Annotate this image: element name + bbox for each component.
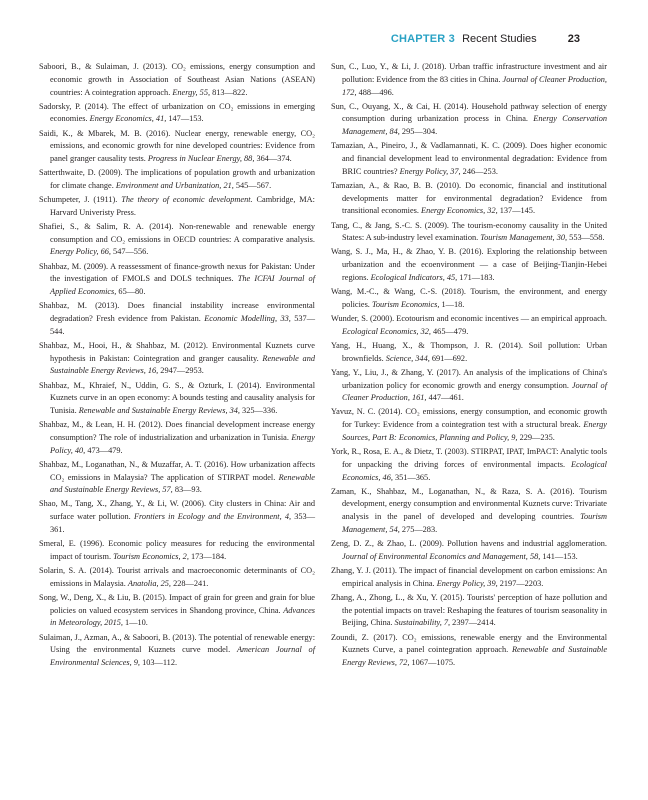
reference-body: Saidi, K., & Mbarek, M. B. (2016). Nuclear energy, renewable energy, CO₂ emissions, and economic growth for nine developed countries: Evidence from panel granger causality tests.	[39, 128, 315, 164]
reference-body: Sadorsky, P. (2014). The effect of urbanization on CO₂ emissions in emerging economies.	[39, 101, 315, 124]
reference-entry	[331, 406, 607, 444]
reference-source: Anatolia, 25,	[127, 578, 172, 588]
reference-pages: 228—241.	[171, 578, 209, 588]
reference-source: Energy Policy, 37,	[399, 166, 461, 176]
reference-pages: 813—822.	[210, 87, 248, 97]
reference-entry	[331, 340, 607, 366]
reference-source: Renewable and Sustainable Energy Reviews, 72,	[342, 645, 607, 667]
reference-pages: 295—304.	[399, 127, 438, 137]
reference-pages: 537—544.	[50, 313, 315, 336]
reference-body: Solarin, S. A. (2014). Tourist arrivals and macroeconomic determinants of CO₂ emissions in Malaysia.	[39, 565, 315, 588]
reference-source: Advances in Meteorology, 2015,	[50, 605, 315, 628]
reference-source: Renewable and Sustainable Energy Reviews, 34,	[78, 406, 240, 416]
reference-pages: 83—93.	[172, 485, 202, 495]
reference-pages: 65—80.	[116, 287, 146, 297]
reference-entry	[39, 101, 315, 127]
reference-source: Energy Economics, 41,	[89, 114, 167, 124]
reference-pages: 103—112.	[140, 658, 178, 667]
reference-body: Yavuz, N. C. (2014). CO₂ emissions, energy consumption, and economic growth for Turkey: Evidence from a cointegration test with a structural break.	[331, 407, 607, 430]
reference-source: Tourism Management, 30,	[480, 233, 568, 243]
reference-source: Ecological Economics, 46,	[342, 459, 607, 482]
reference-entry	[39, 261, 315, 299]
reference-entry	[39, 419, 315, 457]
reference-body: Shahbaz, M., Hooi, H., & Shahbaz, M. (2012). Environmental Kuznets curve hypothesis in Pakistan: Cointegration and granger causality.	[39, 340, 315, 363]
reference-entry	[39, 300, 315, 338]
reference-source: Ecological Economics, 32,	[342, 326, 431, 336]
reference-pages: 353—361.	[50, 512, 315, 534]
reference-entry	[331, 592, 607, 630]
reference-body: Yang, Y., Liu, J., & Zhang, Y. (2017). An analysis of the implications of China's urbanization policy for economic growth and energy consumption.	[331, 367, 607, 390]
reference-entry	[331, 61, 607, 99]
reference-pages: 488—496.	[356, 87, 394, 97]
reference-pages: Cambridge, MA: Harvard Univeristy Press.	[50, 195, 315, 217]
reference-pages: 473—479.	[85, 445, 123, 455]
reference-entry	[39, 194, 315, 220]
reference-body: Shafiei, S., & Salim, R. A. (2014). Non-renewable and renewable energy consumption and CO₂ emissions in OECD countries: A comparative analysis.	[39, 221, 315, 244]
reference-entry	[39, 340, 315, 378]
reference-body: Yang, H., Huang, X., & Thompson, J. R. (2014). Soil pollution: Urban brownfields.	[331, 340, 607, 363]
reference-source: Energy Policy, 39,	[436, 578, 498, 588]
reference-source: Renewable and Sustainable Energy Reviews, 16,	[50, 353, 315, 376]
reference-pages: 325—336.	[239, 406, 278, 416]
reference-entry	[39, 61, 315, 99]
reference-source: Energy Policy, 40,	[50, 432, 315, 455]
reference-body: Zeng, D. Z., & Zhao, L. (2009). Pollution havens and industrial agglomeration.	[331, 539, 607, 549]
reference-body: Zaman, K., Shahbaz, M., Loganathan, N., & Raza, S. A. (2016). Tourism development, energy consumption and environmental Kuznets curve: Trivariate analysis in the panel of developed and developing countries.	[331, 486, 607, 522]
reference-pages: 229—235.	[517, 432, 555, 442]
reference-entry	[331, 140, 607, 178]
reference-entry	[331, 313, 607, 339]
reference-pages: 1—18.	[439, 299, 465, 309]
reference-pages: 137—145.	[497, 206, 536, 216]
reference-entry	[331, 565, 607, 591]
reference-body: Shahbaz, M. (2013). Does financial instability increase environmental degradation? Fresh evidence from Pakistan.	[39, 301, 315, 323]
reference-body: Tamazian, A., & Rao, B. B. (2010). Do economic, financial and institutional developments matter for environmental degradation? Evidence from transitional economies.	[331, 180, 607, 216]
reference-source: Journal of Cleaner Production, 172,	[342, 74, 607, 97]
reference-pages: 173—184.	[188, 551, 227, 561]
reference-source: The ICFAI Journal of Applied Economics,	[50, 274, 316, 297]
reference-body: Tamazian, A., Pineiro, J., & Vadlamannati, K. C. (2009). Does higher economic and financial development lead to environmental degradation: Evidence from BRIC countries?	[331, 141, 607, 176]
reference-pages: 171—183.	[457, 272, 495, 282]
reference-source: Economic Modelling, 33,	[204, 313, 291, 323]
chapter-label: CHAPTER 3	[390, 33, 456, 45]
reference-pages: 2947—2953.	[158, 366, 204, 376]
reference-body: Schumpeter, J. (1911).	[39, 195, 122, 205]
reference-body: Saboori, B., & Sulaiman, J. (2013). CO₂ emissions, energy consumption and economic growth in Association of Southeast Asian Nations (ASEAN) countries: A cointegration approach.	[39, 62, 315, 97]
reference-source: Tourism Economics,	[371, 299, 440, 309]
reference-body: Sun, C., Luo, Y., & Li, J. (2018). Urban traffic infrastructure investment and air pollution: Evidence from the 83 cities in China.	[331, 62, 607, 84]
chapter-title: Recent Studies	[462, 33, 537, 45]
reference-source: Renewable and Sustainable Energy Reviews, 57,	[50, 472, 315, 495]
reference-entry	[39, 538, 315, 564]
reference-entry	[331, 632, 607, 670]
reference-entry	[331, 286, 607, 312]
reference-entry	[39, 632, 315, 670]
reference-body: Shahbaz, M., Khraief, N., Uddin, G. S., & Ozturk, I. (2014). Environmental Kuznets curve in an open economy: A bounds testing and causality analysis for Tunisia.	[39, 380, 315, 416]
reference-pages: 351—365.	[392, 472, 431, 482]
reference-body: Sulaiman, J., Azman, A., & Saboori, B. (2013). The potential of renewable energy: Using the environmental Kuznets curve model.	[39, 632, 315, 655]
reference-entry	[39, 498, 315, 536]
reference-body: Shahbaz, M., & Lean, H. H. (2012). Does financial development increase energy consumption? The role of industrialization and urbanization in Tunisia.	[39, 420, 315, 442]
reference-body: Tang, C., & Jang, S.-C. S. (2009). The tourism-economy causality in the United States: A sub-industry level examination.	[331, 220, 607, 243]
reference-source: Sustainability, 7,	[394, 618, 451, 628]
reference-pages: 691—692.	[429, 353, 468, 363]
page-number: 23	[567, 33, 580, 45]
reference-pages: 364—374.	[254, 154, 292, 164]
reference-body: York, R., Rosa, E. A., & Dietz, T. (2003). STIRPAT, IPAT, ImPACT: Analytic tools for unpacking the driving forces of environmental impacts.	[331, 447, 607, 469]
reference-pages: 246—253.	[460, 166, 498, 176]
reference-entry	[331, 538, 607, 564]
reference-body: Sun, C., Ouyang, X., & Cai, H. (2014). Household pathway selection of energy consumption during urbanization process in China.	[331, 101, 607, 124]
reference-entry	[331, 101, 607, 139]
running-head	[391, 32, 580, 46]
reference-entry	[331, 486, 607, 537]
reference-entry	[39, 128, 315, 166]
reference-body: Wunder, S. (2000). Ecotourism and economic incentives — an empirical approach.	[331, 313, 607, 323]
reference-entry	[39, 167, 315, 193]
reference-entry	[331, 367, 607, 405]
references-left-column	[39, 61, 315, 671]
reference-pages: 2197—2203.	[497, 578, 544, 588]
reference-body: Zhang, Y. J. (2011). The impact of financial development on carbon emissions: An empirical analysis in China.	[331, 565, 607, 588]
reference-source: Energy Sources, Part B: Economics, Planning and Policy, 9,	[342, 420, 607, 442]
reference-pages: 553—558.	[567, 233, 605, 243]
reference-entry	[39, 592, 315, 630]
reference-entry	[331, 180, 607, 218]
references-right-column	[331, 61, 607, 671]
reference-source: Tourism Management, 54,	[342, 512, 607, 534]
reference-pages: 275—283.	[399, 524, 438, 534]
reference-body: Shahbaz, M. (2009). A reassessment of finance-growth nexus for Pakistan: Under the investigation of FMOLS and DOLS techniques.	[39, 261, 315, 284]
reference-source: Energy Economics, 32,	[421, 206, 498, 216]
reference-body: Song, W., Deng, X., & Liu, B. (2015). Impact of grain for green and grain for blue policies on valued ecosystem services in Shandong province, China.	[39, 592, 315, 615]
reference-pages: 447—461.	[426, 393, 464, 403]
reference-source: Tourism Economics, 2,	[113, 551, 189, 561]
reference-entry	[39, 221, 315, 259]
reference-body: Shahbaz, M., Loganathan, N., & Muzaffar, A. T. (2016). How urbanization affects CO₂ emissions in Malaysia? The application of STIRPAT model.	[39, 459, 315, 482]
reference-pages: 465—479.	[430, 326, 469, 336]
reference-body: Zoundi, Z. (2017). CO₂ emissions, renewable energy and the Environmental Kuznets Curve, a panel cointegration approach.	[331, 632, 607, 655]
reference-source: Environment and Urbanization, 21,	[115, 180, 234, 190]
reference-entry	[331, 220, 607, 246]
reference-entry	[39, 459, 315, 497]
reference-source: Energy, 55,	[172, 87, 211, 97]
reference-entry	[39, 380, 315, 418]
reference-pages: 547—556.	[110, 247, 149, 257]
reference-source: Progress in Nuclear Energy, 88,	[147, 154, 255, 164]
reference-body: Shao, M., Tang, X., Zhang, Y., & Li, W. (2006). City clusters in China: Air and surface water pollution.	[39, 499, 315, 522]
reference-entry	[331, 246, 607, 284]
reference-source: The theory of economic development.	[121, 195, 253, 205]
reference-body: Wang, M.-C., & Wang, C.-S. (2018). Tourism, the environment, and energy policies.	[331, 287, 607, 309]
reference-source: Energy Conservation Management, 84,	[342, 114, 608, 137]
reference-source: Ecological Indicators, 45,	[370, 272, 458, 282]
reference-source: Frontiers in Ecology and the Environment, 4,	[133, 512, 292, 522]
reference-source: American Journal of Environmental Sciences, 9,	[50, 645, 315, 667]
reference-pages: 141—153.	[540, 551, 578, 561]
reference-body: Wang, S. J., Ma, H., & Zhao, Y. B. (2016). Exploring the relationship between urbanization and the ecoenvironment — a case of Beijing-Tianjin-Hebei regions.	[331, 247, 607, 282]
reference-pages: 545—567.	[233, 180, 272, 190]
reference-source: Journal of Environmental Economics and Management, 58,	[342, 551, 541, 561]
reference-pages: 1—10.	[122, 618, 148, 628]
reference-pages: 2397—2414.	[450, 618, 496, 628]
reference-entry	[39, 565, 315, 591]
reference-source: Science, 344,	[385, 353, 430, 363]
reference-pages: 1067—1075.	[409, 658, 456, 667]
reference-source: Energy Policy, 66,	[50, 247, 111, 257]
reference-body: Satterthwaite, D. (2009). The implications of population growth and urbanization for climate change.	[39, 168, 315, 190]
reference-body: Smeral, E. (1996). Economic policy measures for reducing the environmental impact of tourism.	[39, 539, 315, 561]
reference-pages: 147—153.	[166, 114, 204, 124]
reference-source: Journal of Cleaner Production, 161,	[342, 380, 607, 403]
reference-entry	[331, 446, 607, 484]
reference-body: Zhang, A., Zhong, L., & Xu, Y. (2015). Tourists' perception of haze pollution and the potential impacts on travel: Reshaping the features of tourism seasonality in Beijing, China.	[331, 592, 607, 628]
